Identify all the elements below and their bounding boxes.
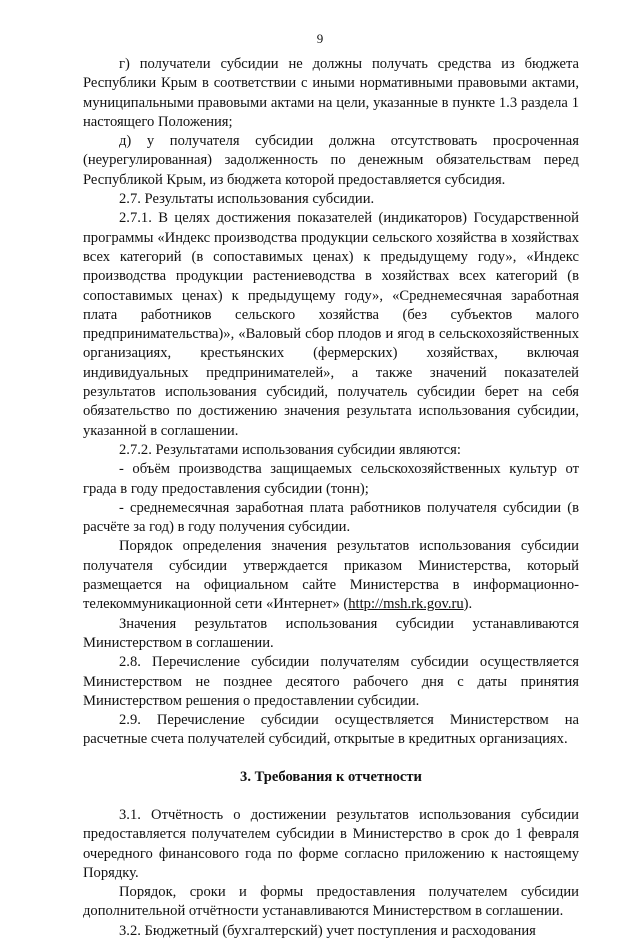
paragraph-result-volume: - объём производства защищаемых сельскохозяйственных культур от града в году предоставления субсидии (тонн); <box>83 461 579 497</box>
paragraph-2-7-heading: 2.7. Результаты использования субсидии. <box>119 191 375 208</box>
document-body <box>83 55 579 941</box>
paragraph-result-salary: - среднемесячная заработная плата работников получателя субсидии (в расчёте за год) в году получения субсидии. <box>83 499 579 536</box>
paragraph-2-7-2: 2.7.2. Результатами использования субсидии являются: <box>119 441 461 458</box>
paragraph-subsidy-condition-g: г) получатели субсидии не должны получать средства из бюджета Республики Крым в соответствии с иными нормативными правовыми актами, муниципальными правовыми актами на цели, указанные в пункте 1.3 раздела 1 настоящего Положения; <box>83 56 579 130</box>
results-procedure-text: Порядок определения значения результатов использования субсидии получателя субсидии утверждается приказом Министерства, который размещается на официальном сайте Министерства в информационно-телекоммуникационной сети «Интернет» ( <box>83 538 579 613</box>
results-procedure-text-end: ). <box>463 596 473 613</box>
paragraph-subsidy-condition-d: д) у получателя субсидии должна отсутствовать просроченная (неурегулированная) задолженность по денежным обязательствам перед Республикой Крым, из бюджета которой предоставляется субсидия. <box>83 133 579 188</box>
paragraph-3-1: 3.1. Отчётность о достижении результатов использования субсидии предоставляется получателем субсидии в Министерство в срок до 1 февраля очередного финансового года по форме согласно приложению к настоящему Порядку. <box>83 806 579 881</box>
paragraph-additional-reporting: Порядок, сроки и формы предоставления получателем субсидии дополнительной отчётности устанавливаются Министерством в соглашении. <box>83 884 579 920</box>
section-title-reporting: 3. Требования к отчетности <box>240 768 422 785</box>
paragraph-2-7-1: 2.7.1. В целях достижения показателей (индикаторов) Государственной программы «Индекс производства продукции сельского хозяйства в хозяйствах всех категорий (в сопоставимых ценах) к предыдущему году», «Индекс производства продукции растениеводства в хозяйствах всех категорий (в сопоставимых ценах) к предыдущему году», «Среднемесячная заработная плата работников сельского хозяйства (без субъектов малого предпринимательства)», «Валовый сбор плодов и ягод в сельскохозяйственных организациях, крестьянских (фермерских) хозяйствах, включая индивидуальных предпринимателей», а также значений показателей результатов использования субсидий, получатель субсидии берет на себя обязательство по достижению значения результата использования субсидии, указанной в соглашении. <box>83 210 579 439</box>
paragraph-results-values: Значения результатов использования субсидии устанавливаются Министерством в соглашении. <box>83 615 579 651</box>
paragraph-3-2: 3.2. Бюджетный (бухгалтерский) учет поступления и расходования <box>119 922 536 939</box>
paragraph-results-procedure <box>83 537 579 614</box>
ministry-website-link[interactable]: http://msh.rk.gov.ru <box>348 596 464 613</box>
paragraph-2-8: 2.8. Перечисление субсидии получателям субсидии осуществляется Министерством не позднее десятого рабочего дня с даты принятия Министерством решения о предоставлении субсидии. <box>83 654 579 709</box>
page-number: 9 <box>316 31 324 46</box>
paragraph-2-9: 2.9. Перечисление субсидии осуществляется Министерством на расчетные счета получателей субсидий, открытые в кредитных организациях. <box>83 712 579 748</box>
